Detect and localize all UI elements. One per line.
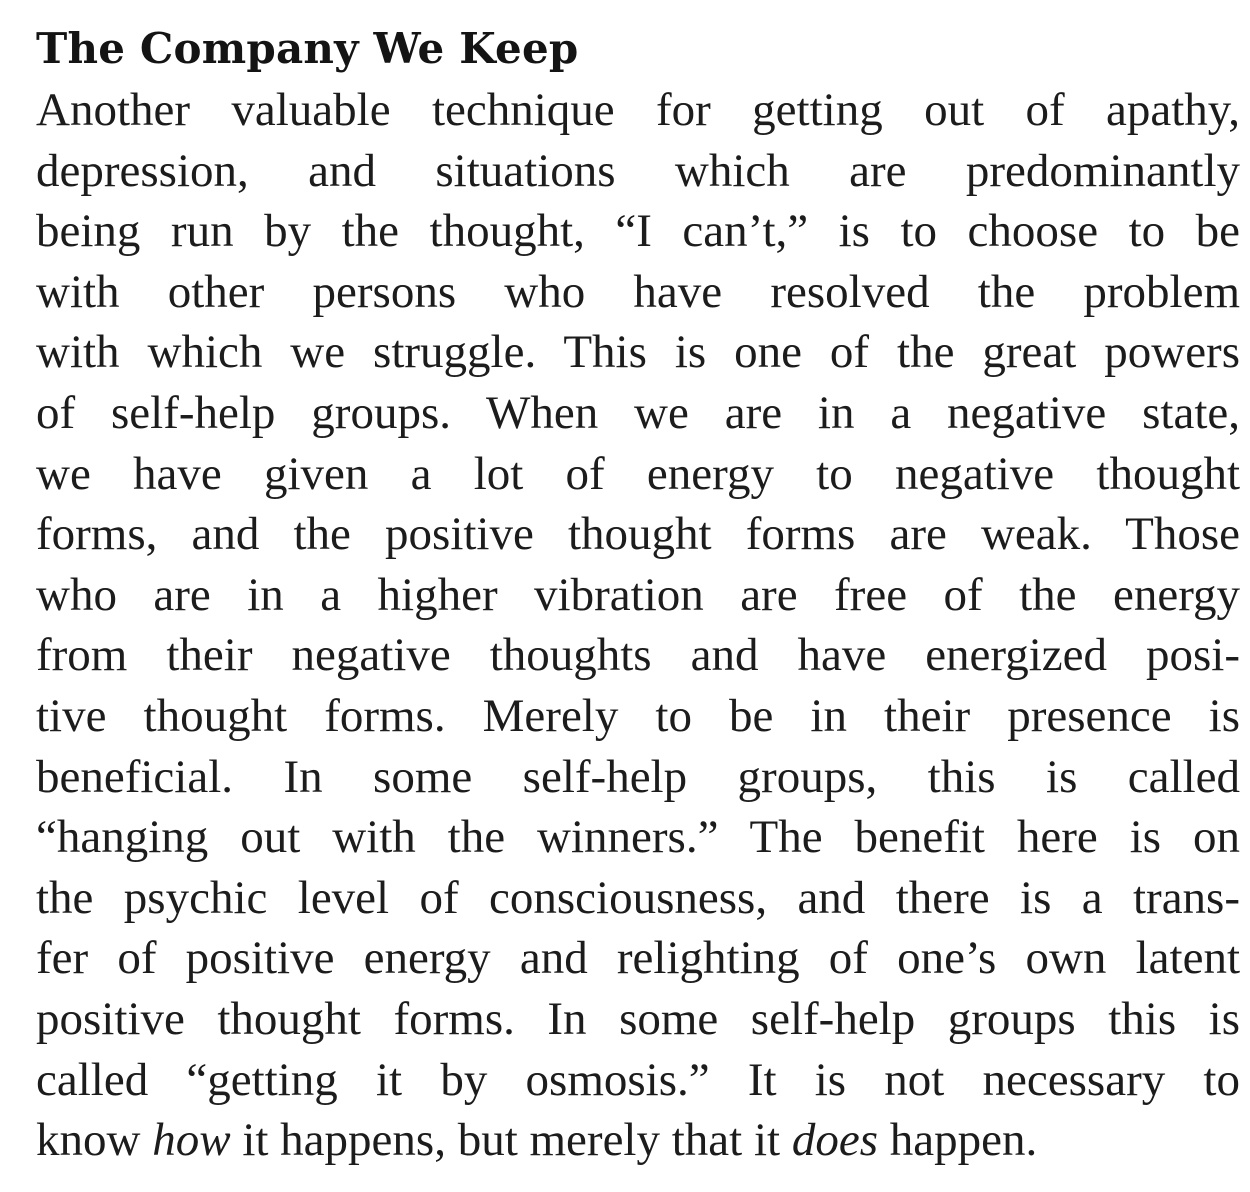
paragraph-line: beneficial. In some self-help groups, this is called [36,750,1240,803]
paragraph-last-line [36,1110,1240,1171]
paragraph-line: who are in a higher vibration are free of the energy [36,568,1240,621]
section-heading: The Company We Keep [36,24,579,73]
last-line-text: happen. [878,1114,1038,1167]
paragraph-line: being run by the thought, “I can’t,” is to choose to be [36,205,1240,258]
paragraph-line: with which we struggle. This is one of the great powers [36,326,1240,379]
paragraph-line: depression, and situations which are predominantly [36,144,1240,197]
paragraph-line: fer of positive energy and relighting of one’s own latent [36,932,1240,985]
paragraph-line: positive thought forms. In some self-help groups this is [36,992,1240,1045]
paragraph-line: of self-help groups. When we are in a negative state, [36,386,1240,439]
document-page [36,22,1240,1171]
paragraph-line: from their negative thoughts and have energized posi- [36,629,1240,682]
paragraph-line: we have given a lot of energy to negative thought [36,447,1240,500]
paragraph-line: tive thought forms. Merely to be in their presence is [36,689,1240,742]
last-line-text: it happens, but merely that it [230,1114,792,1167]
paragraph-line: called “getting it by osmosis.” It is not necessary to [36,1053,1240,1106]
body-paragraph [36,80,1240,1171]
last-line-text: know [36,1114,153,1167]
paragraph-line: “hanging out with the winners.” The benefit here is on [36,811,1240,864]
paragraph-line: forms, and the positive thought forms are weak. Those [36,508,1240,561]
emphasis-does: does [791,1114,878,1167]
paragraph-line: the psychic level of consciousness, and there is a trans- [36,871,1240,924]
paragraph-line: Another valuable technique for getting out of apathy, [36,84,1240,136]
emphasis-how: how [152,1114,231,1167]
paragraph-line: with other persons who have resolved the problem [36,265,1240,318]
